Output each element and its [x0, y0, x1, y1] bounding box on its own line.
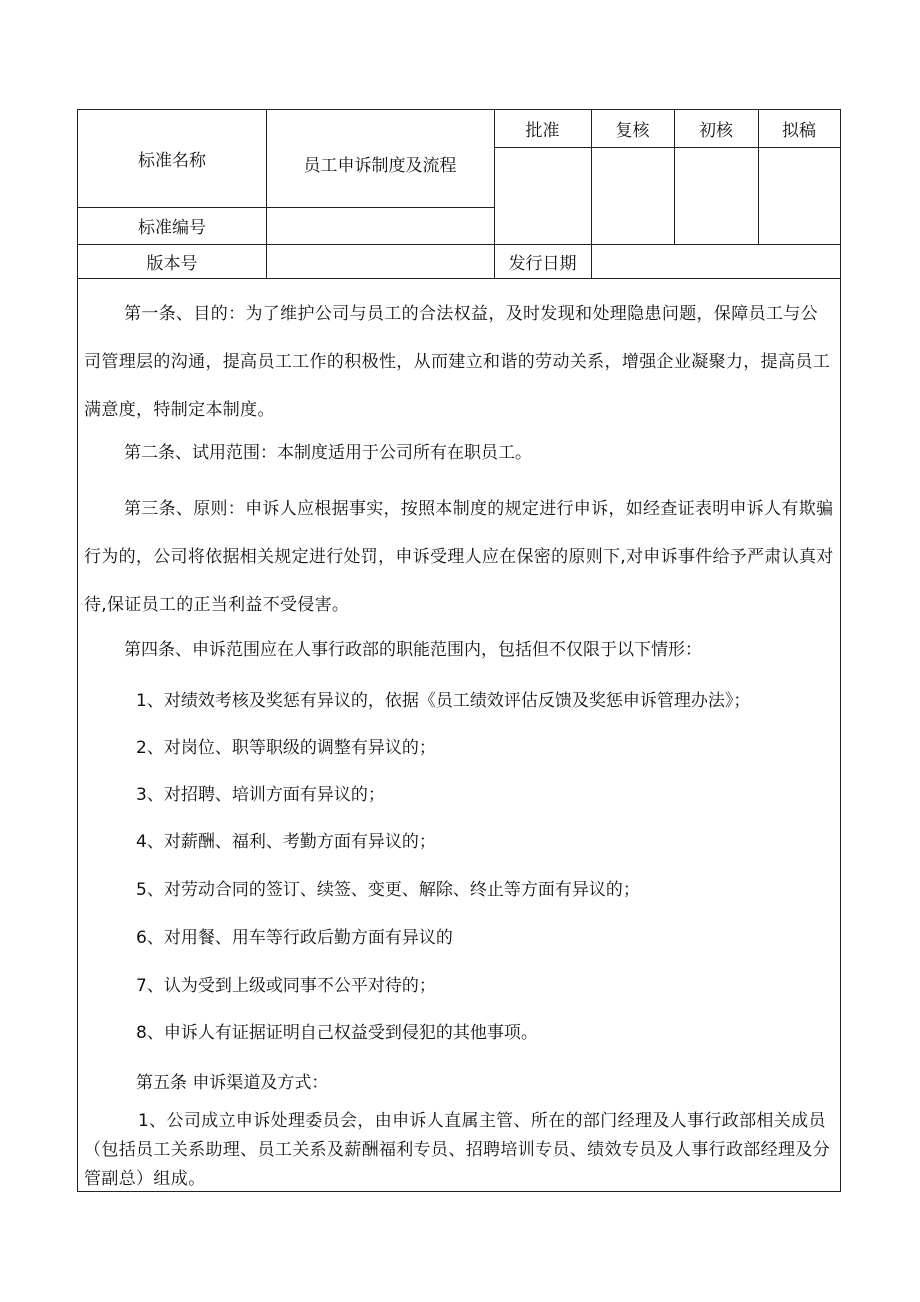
grid-line — [78, 278, 840, 279]
list-item: 7、认为受到上级或同事不公平对待的； — [136, 976, 436, 996]
article-4: 第四条、申诉范围应在人事行政部的职能范围内，包括但不仅限于以下情形： — [124, 640, 702, 660]
article-5-item-1: 1、公司成立申诉处理委员会，由申诉人直属主管、所在的部门经理及人事行政部相关成员（包括员工关系助理、员工关系及薪酬福利专员、招聘培训专员、绩效专员及人事行政部经理及分管副总）组成。 — [84, 1111, 831, 1189]
article-1: 第一条、目的：为了维护公司与员工的合法权益，及时发现和处理隐患问题，保障员工与公司管理层的沟通，提高员工工作的积极性，从而建立和谐的劳动关系，增强企业凝聚力，提高员工满意度，特制定本制度。 — [84, 304, 831, 420]
document-frame — [77, 109, 841, 1192]
list-item: 5、对劳动合同的签订、续签、变更、解除、终止等方面有异议的； — [136, 880, 640, 900]
review-label: 复核 — [615, 121, 650, 141]
list-item: 6、对用餐、用车等行政后勤方面有异议的 — [136, 928, 453, 948]
standard-name-label: 标准名称 — [138, 151, 206, 171]
standard-number-value — [266, 207, 494, 244]
approve-label: 批准 — [525, 121, 560, 141]
first-check-label: 初核 — [699, 121, 733, 141]
list-item: 8、申诉人有证据证明自己权益受到侵犯的其他事项。 — [136, 1023, 538, 1043]
standard-name-value: 员工申诉制度及流程 — [303, 156, 457, 176]
version-value — [266, 244, 494, 278]
draft-label: 拟稿 — [782, 121, 816, 141]
issue-date-label: 发行日期 — [508, 253, 577, 274]
list-item: 3、对招聘、培训方面有异议的； — [136, 785, 385, 805]
version-label: 版本号 — [146, 253, 198, 274]
standard-number-label: 标准编号 — [138, 218, 206, 238]
article-2: 第二条、试用范围：本制度适用于公司所有在职员工。 — [124, 443, 532, 463]
issue-date-value — [591, 244, 840, 278]
list-item: 4、对薪酬、福利、考勤方面有异议的； — [136, 832, 436, 852]
list-item: 2、对岗位、职等职级的调整有异议的； — [136, 738, 436, 758]
article-5: 第五条 申诉渠道及方式： — [136, 1073, 329, 1093]
article-3: 第三条、原则：申诉人应根据事实，按照本制度的规定进行申诉，如经查证表明申诉人有欺骗行为的，公司将依据相关规定进行处罚，申诉受理人应在保密的原则下,对申诉事件给予严肃认真对待,保证员工的正当利益不受侵害。 — [84, 499, 834, 615]
grid-line — [494, 147, 840, 148]
list-item: 1、对绩效考核及奖惩有异议的，依据《员工绩效评估反馈及奖惩申诉管理办法》； — [136, 691, 751, 711]
